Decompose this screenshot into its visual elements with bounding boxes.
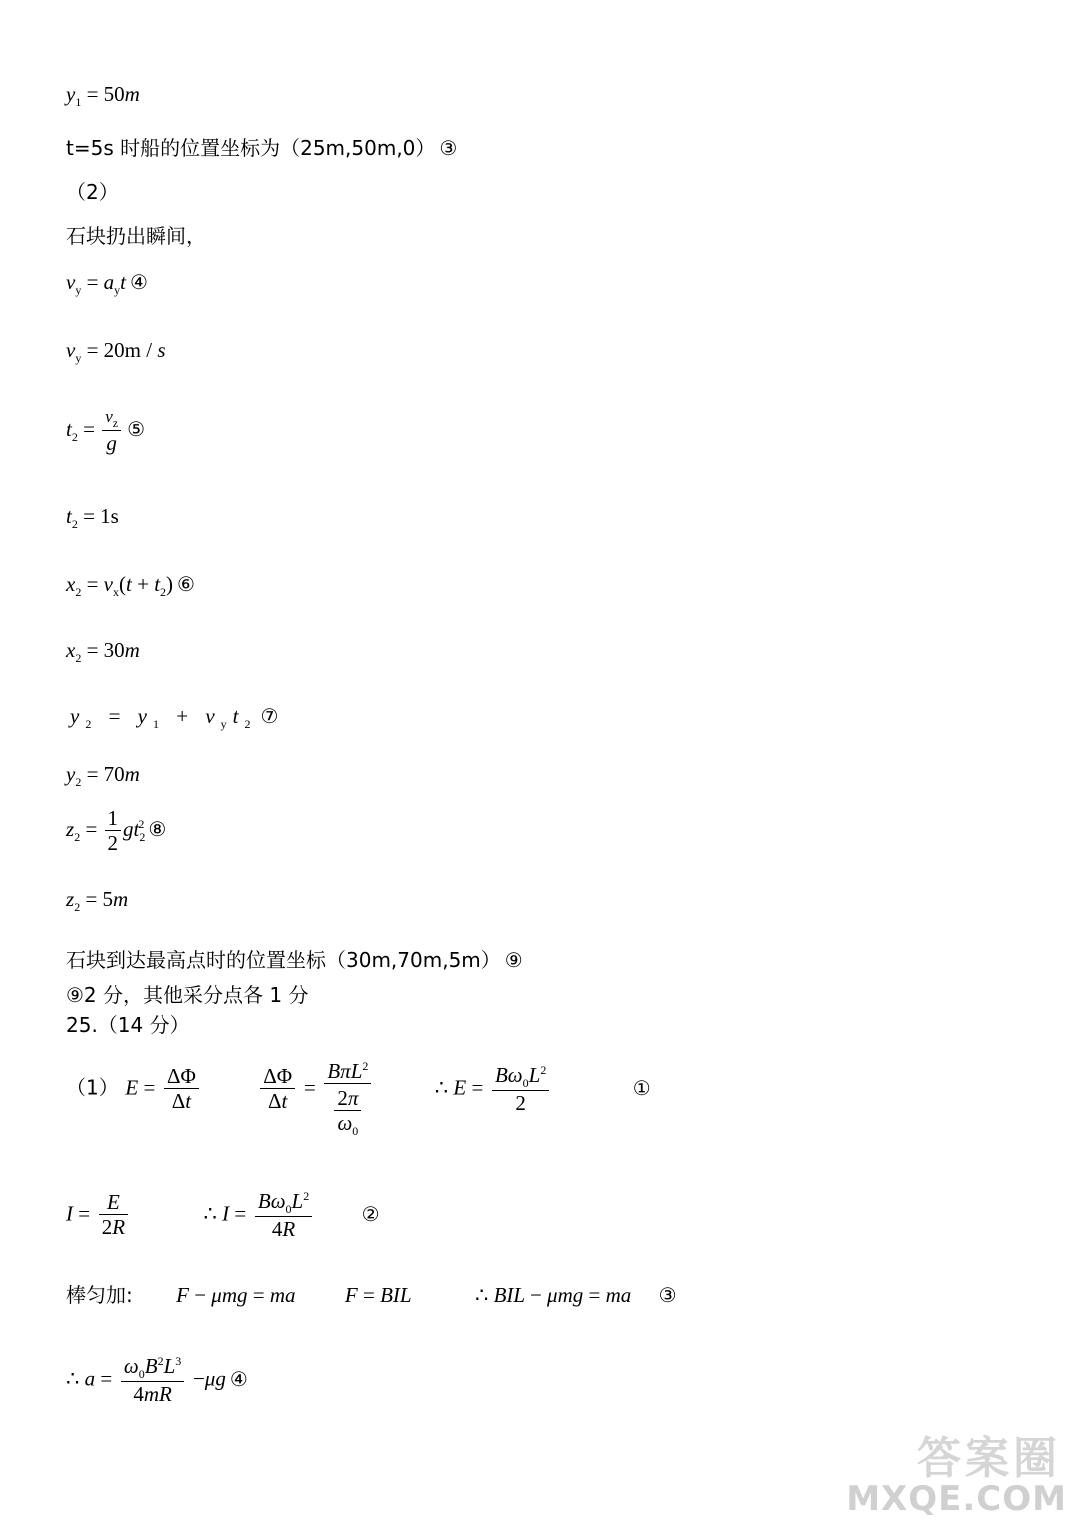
eq-25-rod-motion: 棒匀加: F − μmg = ma F = BIL ∴ BIL − μmg = ma ③ <box>66 1283 677 1307</box>
eq-z2-formula: $z_2$ = $\frac{1}{2}$ $gt_2^2$ ⑧ <box>66 806 167 855</box>
eq-y2-formula: $y_2 = y_1 + v_yt_2$ ⑦ <box>70 704 285 731</box>
eq-vy-value: $v_y = 20m / s$ <box>66 338 166 365</box>
eq-vy-formula: $v_y = a_yt$ ④ <box>66 270 148 297</box>
part-2-label: （2） <box>66 180 119 204</box>
eq-t2-value: $t_2 = 1s$ <box>66 504 119 531</box>
boat-position-line: t=5s 时船的位置坐标为（25m,50m,0） ③ <box>66 136 458 160</box>
eq-t2-formula: $t_2$ = $\frac{v_z}{g}$ ⑤ <box>66 407 145 455</box>
question-25-heading: 25.（14 分） <box>66 1013 190 1037</box>
top-position-line: 石块到达最高点时的位置坐标（30m,70m,5m） ⑨ <box>66 948 523 972</box>
eq-25-1-emf: （1） E = $\frac{\Delta\Phi}{\Delta t}$ $\frac{\Delta\Phi}{\Delta t}$ = $\frac{B\pi L^2}{\frac{2\pi}{\omega_0}}$ ∴ E = $\frac{B\omega_0L^2}{2}$ ① <box>66 1059 651 1138</box>
eq-x2-value: $x_2 = 30m$ <box>66 638 140 665</box>
eq-x2-formula: $x_2 = v_x(t + t_2)$ ⑥ <box>66 572 195 599</box>
scoring-note: ⑨2 分，其他采分点各 1 分 <box>66 983 309 1007</box>
stone-thrown-line: 石块扔出瞬间， <box>66 224 206 248</box>
eq-y1: $y_1 = 50m$ <box>66 82 140 109</box>
eq-y2-value: $y_2 = 70m$ <box>66 762 140 789</box>
eq-25-current: I = $\frac{E}{2R}$ ∴ I = $\frac{B\omega_0L^2}{4R}$ ② <box>66 1189 380 1241</box>
eq-25-acceleration: ∴ a = $\frac{\omega_0B^2L^3}{4mR}$ −μg ④ <box>66 1354 248 1406</box>
watermark-url-text: MXQE.COM <box>846 1479 1067 1519</box>
watermark-cn-text: 答案圈 <box>917 1433 1061 1484</box>
watermark-logo <box>846 1418 1075 1523</box>
eq-z2-value: $z_2 = 5m$ <box>66 887 129 914</box>
